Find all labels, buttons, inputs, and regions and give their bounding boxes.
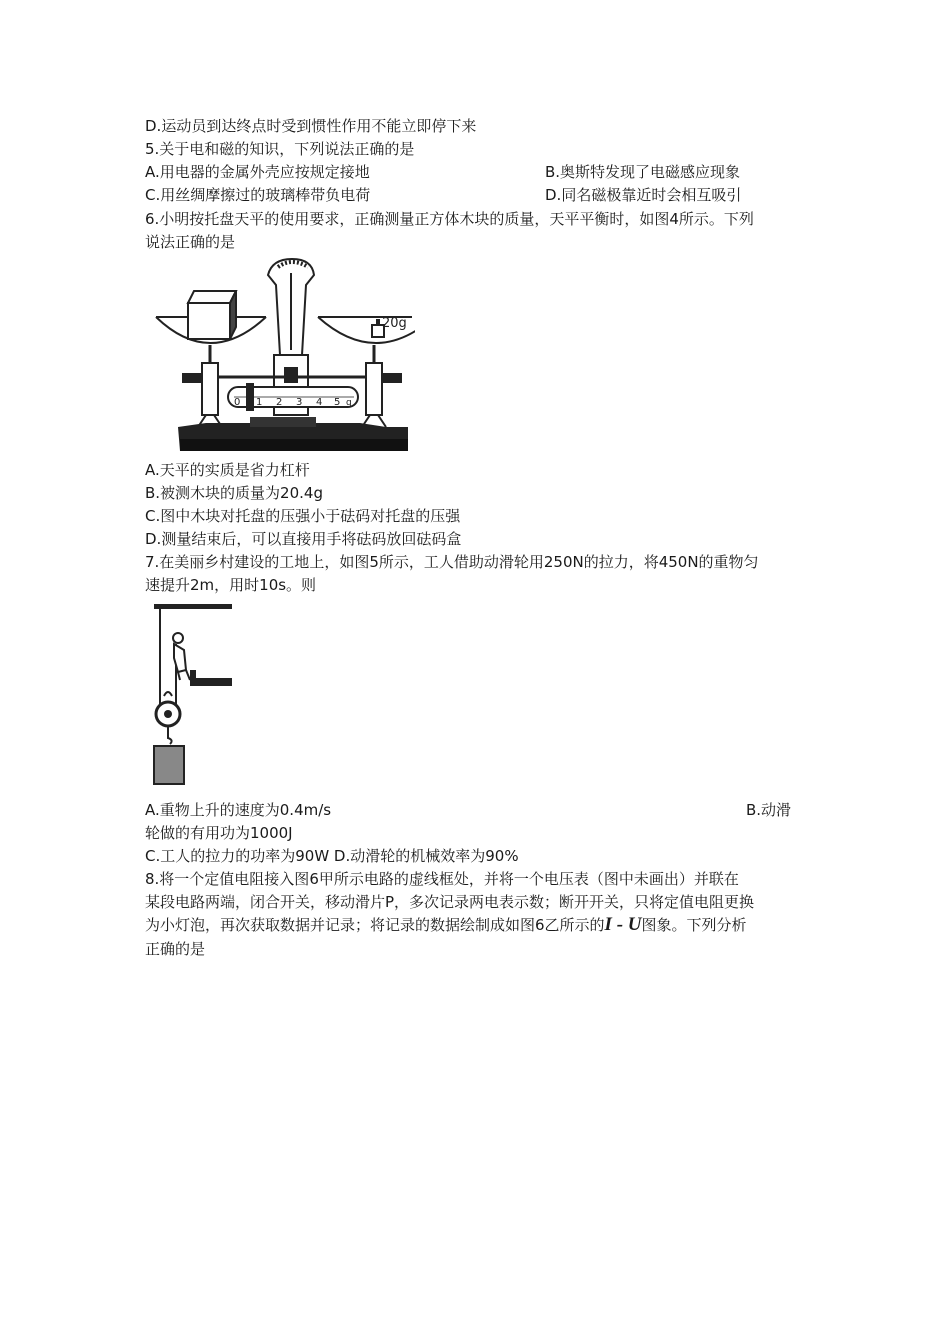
q7-option-a: A.重物上升的速度为0.4m/s (145, 801, 332, 819)
scale-tick-5: 5 (334, 397, 341, 408)
q6-option-d: D.测量结束后，可以直接用手将砝码放回砝码盒 (145, 530, 462, 548)
pulley-figure (150, 600, 240, 790)
q5-option-c: C.用丝绸摩擦过的玻璃棒带负电荷 (145, 186, 371, 204)
q5-option-d: D.同名磁极靠近时会相互吸引 (545, 186, 742, 204)
q8-stem-line4: 正确的是 (145, 940, 206, 958)
q8-stem-line2: 某段电路两端，闭合开关，移动滑片P，多次记录两电表示数；断开开关，只将定值电阻更换 (145, 893, 755, 911)
q8-stem-line3 (145, 913, 747, 937)
q4-option-d: D.运动员到达终点时受到惯性作用不能立即停下来 (145, 117, 477, 135)
q5-option-a: A.用电器的金属外壳应按规定接地 (145, 163, 370, 181)
scale-tick-2: 2 (276, 397, 283, 408)
iu-symbol: I - U (604, 914, 642, 935)
q6-option-a: A.天平的实质是省力杠杆 (145, 461, 310, 479)
q6-stem-line2: 说法正确的是 (145, 233, 236, 251)
q8-line3-start: 为小灯泡，再次获取数据并记录；将记录的数据绘制成如图6乙所示的 (145, 916, 605, 934)
q5-stem: 5.关于电和磁的知识，下列说法正确的是 (145, 140, 415, 158)
q6-option-c: C.图中木块对托盘的压强小于砝码对托盘的压强 (145, 507, 461, 525)
scale-unit: g (346, 398, 352, 408)
q6-stem-line1: 6.小明按托盘天平的使用要求，正确测量正方体木块的质量，天平平衡时，如图4所示。下列 (145, 210, 754, 228)
q5-option-b: B.奥斯特发现了电磁感应现象 (545, 163, 741, 181)
weight-label: 20g (382, 316, 407, 331)
q7-stem-line2: 速提升2m，用时10s。则 (145, 576, 317, 594)
scale-tick-1: 1 (256, 397, 263, 408)
q8-stem-line1: 8.将一个定值电阻接入图6甲所示电路的虚线框处，并将一个电压表（图中未画出）并联在 (145, 870, 739, 888)
q7-option-b-part2: 轮做的有用功为1000J (145, 824, 293, 842)
q7-option-b-part1: B.动滑 (746, 801, 792, 819)
scale-tick-4: 4 (316, 397, 323, 408)
q7-options-cd: C.工人的拉力的功率为90W D.动滑轮的机械效率为90% (145, 847, 519, 865)
q8-line3-end: 图象。下列分析 (641, 916, 747, 934)
balance-figure (150, 255, 415, 455)
scale-tick-0: 0 (234, 397, 241, 408)
q6-option-b: B.被测木块的质量为20.4g (145, 484, 323, 502)
q7-stem-line1: 7.在美丽乡村建设的工地上，如图5所示，工人借助动滑轮用250N的拉力，将450N的重物匀 (145, 553, 759, 571)
scale-tick-3: 3 (296, 397, 303, 408)
